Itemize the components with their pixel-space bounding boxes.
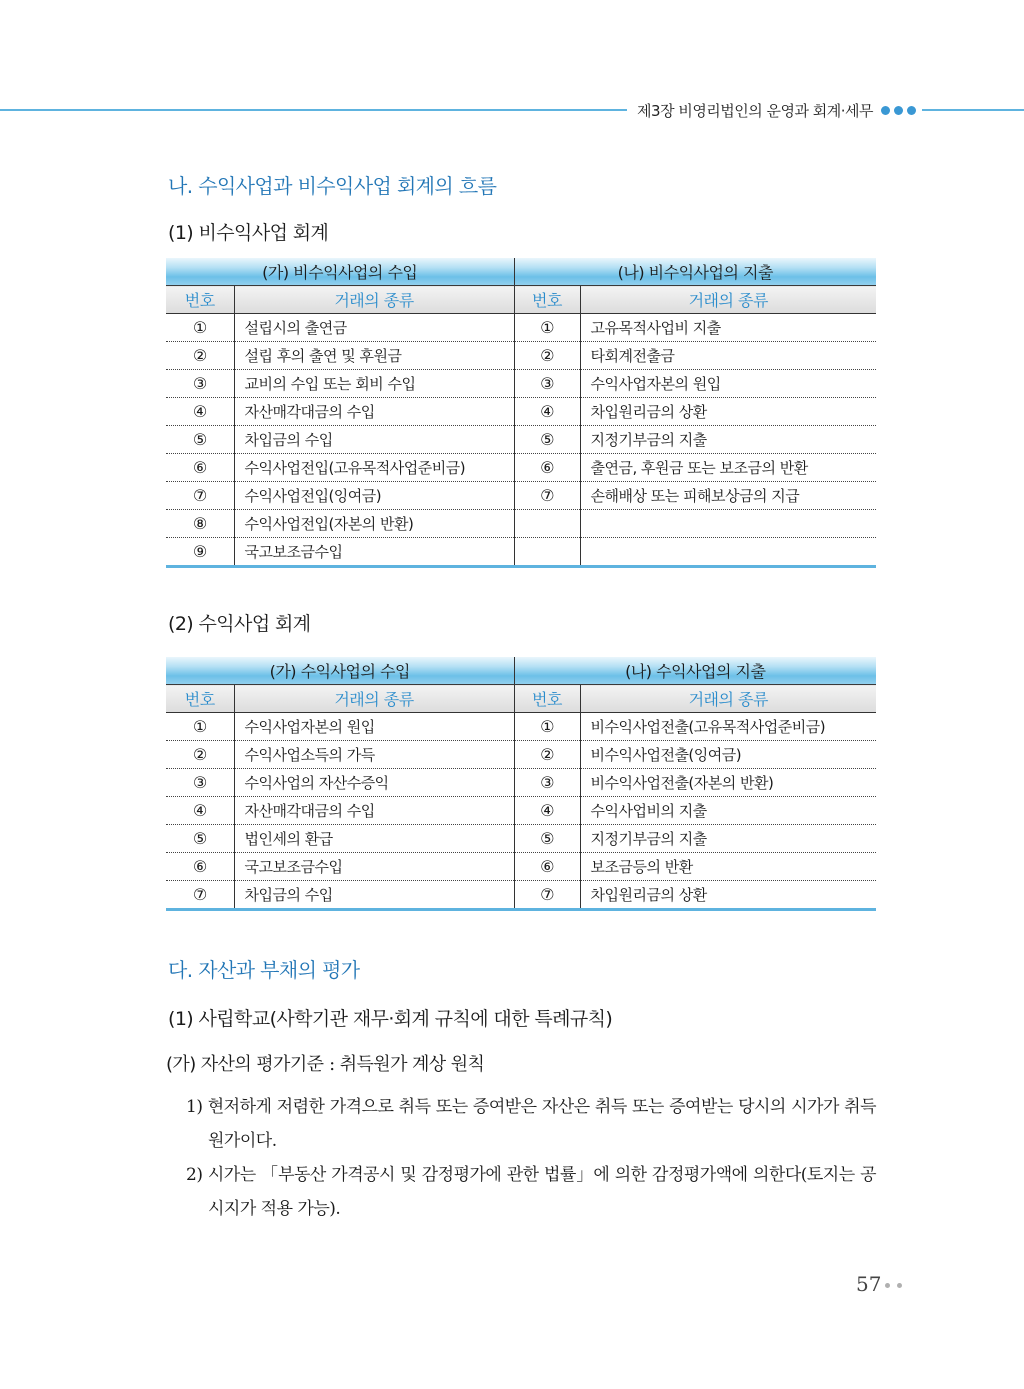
table-row [166,713,876,741]
income-type-header: 거래의 종류 [234,685,514,713]
income-no: ⑥ [166,454,234,482]
income-type: 수익사업의 자산수증익 [234,769,514,797]
expense-no: ① [514,713,580,741]
expense-type: 고유목적사업비 지출 [580,314,876,342]
income-no: ⑦ [166,482,234,510]
income-group-header: (가) 수익사업의 수입 [166,657,514,685]
expense-no: ② [514,741,580,769]
expense-type: 손해배상 또는 피해보상금의 지급 [580,482,876,510]
table-row [166,825,876,853]
expense-group-header: (나) 수익사업의 지출 [514,657,876,685]
expense-no: ⑥ [514,454,580,482]
expense-type: 출연금, 후원금 또는 보조금의 반환 [580,454,876,482]
income-type: 차입금의 수입 [234,426,514,454]
income-no: ⑥ [166,853,234,881]
table-group-header-row [166,258,876,286]
expense-no: ⑤ [514,825,580,853]
income-type: 설립 후의 출연 및 후원금 [234,342,514,370]
table-row [166,741,876,769]
expense-type: 보조금등의 반환 [580,853,876,881]
expense-no-header: 번호 [514,685,580,713]
subsection-title-private-school: (1) 사립학교(사학기관 재무·회계 규칙에 대한 특례규칙) [168,1008,613,1030]
expense-no-empty [514,538,580,567]
expense-type: 비수익사업전출(자본의 반환) [580,769,876,797]
expense-type-header: 거래의 종류 [580,286,876,314]
header-dots-icon [881,106,922,115]
section-title-valuation: 다. 자산과 부채의 평가 [168,958,360,982]
table-row [166,538,876,567]
income-type: 수익사업자본의 원입 [234,713,514,741]
header-rule-right [922,109,1024,111]
table-row [166,398,876,426]
expense-no-header: 번호 [514,286,580,314]
income-no: ② [166,741,234,769]
table-row [166,482,876,510]
income-type: 국고보조금수입 [234,853,514,881]
income-no: ③ [166,370,234,398]
table-row [166,797,876,825]
income-no: ② [166,342,234,370]
table-row [166,370,876,398]
income-no-header: 번호 [166,685,234,713]
income-type: 수익사업소득의 가득 [234,741,514,769]
expense-no: ④ [514,797,580,825]
table-row [166,314,876,342]
table-row [166,454,876,482]
expense-no: ① [514,314,580,342]
valuation-criterion [166,1053,484,1077]
expense-type: 수익사업자본의 원입 [580,370,876,398]
header-rule-left [0,109,627,111]
income-no: ⑦ [166,881,234,910]
table-row [166,342,876,370]
table-column-header-row [166,286,876,314]
page-number: 57 [856,1272,882,1296]
subsection-title-profit: (2) 수익사업 회계 [168,613,311,635]
subsection-title-nonprofit: (1) 비수익사업 회계 [168,222,329,244]
profit-accounting-table [166,657,876,911]
expense-type-header: 거래의 종류 [580,685,876,713]
expense-no: ⑦ [514,482,580,510]
expense-type-empty [580,538,876,567]
income-group-header: (가) 비수익사업의 수입 [166,258,514,286]
expense-type: 수익사업비의 지출 [580,797,876,825]
expense-type-empty [580,510,876,538]
income-type: 자산매각대금의 수입 [234,797,514,825]
income-type: 수익사업전입(자본의 반환) [234,510,514,538]
income-no: ① [166,713,234,741]
expense-no: ④ [514,398,580,426]
criterion-value: : 취득원가 계상 원칙 [329,1054,485,1075]
income-no: ④ [166,797,234,825]
running-header [0,100,1024,120]
chapter-title: 제3장 비영리법인의 운영과 회계·세무 [637,101,873,120]
income-no: ⑧ [166,510,234,538]
expense-type: 지정기부금의 지출 [580,426,876,454]
table-group-header-row [166,657,876,685]
income-type: 수익사업전입(잉여금) [234,482,514,510]
table-row [166,853,876,881]
expense-type: 지정기부금의 지출 [580,825,876,853]
income-type: 법인세의 환급 [234,825,514,853]
income-no: ⑤ [166,426,234,454]
income-type-header: 거래의 종류 [234,286,514,314]
table-row [166,510,876,538]
nonprofit-accounting-table [166,258,876,568]
income-no: ⑤ [166,825,234,853]
table-row [166,881,876,910]
income-type: 국고보조금수입 [234,538,514,567]
section-title-flow: 나. 수익사업과 비수익사업 회계의 흐름 [168,174,497,198]
expense-type: 차입원리금의 상환 [580,398,876,426]
paragraph-item: 1) 현저하게 저렴한 가격으로 취득 또는 증여받은 자산은 취득 또는 증여받는 당시의 시가가 취득원가이다. [186,1097,876,1151]
table-column-header-row [166,685,876,713]
expense-no: ⑤ [514,426,580,454]
income-type: 자산매각대금의 수입 [234,398,514,426]
expense-no: ⑦ [514,881,580,910]
expense-no: ② [514,342,580,370]
expense-group-header: (나) 비수익사업의 지출 [514,258,876,286]
expense-type: 타회계전출금 [580,342,876,370]
income-type: 차입금의 수입 [234,881,514,910]
income-no: ⑨ [166,538,234,567]
expense-type: 비수익사업전출(잉여금) [580,741,876,769]
criterion-label: (가) 자산의 평가기준 [166,1054,324,1075]
table-row [166,426,876,454]
expense-no: ③ [514,370,580,398]
income-no: ④ [166,398,234,426]
income-type: 수익사업전입(고유목적사업준비금) [234,454,514,482]
expense-no: ③ [514,769,580,797]
expense-no-empty [514,510,580,538]
income-type: 설립시의 출연금 [234,314,514,342]
expense-no: ⑥ [514,853,580,881]
table-row [166,769,876,797]
expense-type: 차입원리금의 상환 [580,881,876,910]
income-no-header: 번호 [166,286,234,314]
income-type: 교비의 수입 또는 회비 수입 [234,370,514,398]
income-no: ① [166,314,234,342]
page-dots-icon [885,1283,902,1288]
paragraph-item: 2) 시가는 「부동산 가격공시 및 감정평가에 관한 법률」에 의한 감정평가액에 의한다(토지는 공시지가 적용 가능). [186,1165,876,1219]
income-no: ③ [166,769,234,797]
expense-type: 비수익사업전출(고유목적사업준비금) [580,713,876,741]
